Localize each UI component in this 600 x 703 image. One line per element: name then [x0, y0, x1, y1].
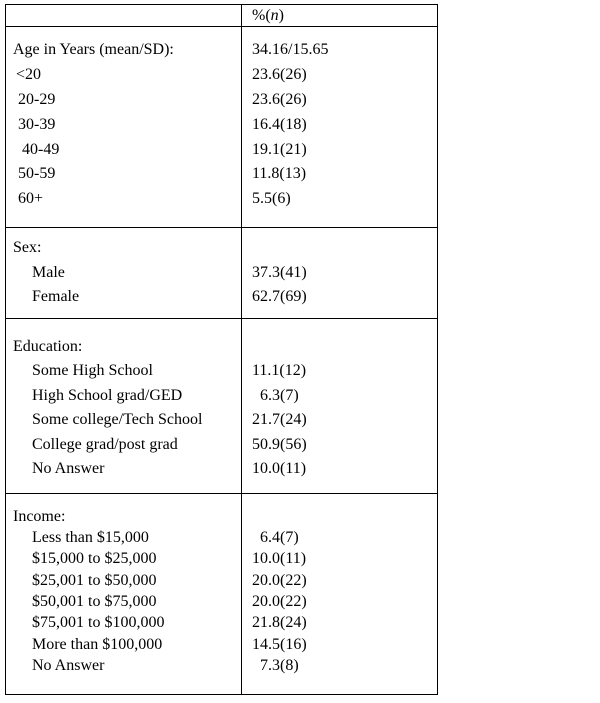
row-label: Some High School: [32, 362, 153, 379]
row-label: Some college/Tech School: [32, 411, 203, 428]
row-value: 23.6(26): [252, 66, 307, 83]
section-title-age: Age in Years (mean/SD):: [13, 41, 174, 58]
row-value: 20.0(22): [252, 572, 307, 589]
row-label: $25,001 to $50,000: [32, 572, 157, 589]
row-label: 20-29: [18, 91, 56, 108]
section-title-income: Income:: [13, 508, 66, 525]
row-value: 7.3(8): [260, 657, 299, 674]
column-header-percent-n: %(n): [252, 7, 284, 24]
row-value: 16.4(18): [252, 116, 307, 133]
row-value: 6.3(7): [260, 387, 299, 404]
row-label: $50,001 to $75,000: [32, 593, 157, 610]
row-value: 23.6(26): [252, 91, 307, 108]
table-border-right: [437, 4, 438, 695]
row-value: 21.7(24): [252, 411, 307, 428]
section-divider-3: [5, 493, 438, 494]
table-border-left: [5, 4, 6, 695]
section-divider-2: [5, 318, 438, 319]
row-value: 50.9(56): [252, 436, 307, 453]
row-label: Male: [32, 264, 65, 281]
row-label: 40-49: [22, 141, 60, 158]
row-value: 10.0(11): [252, 460, 307, 477]
row-value: 20.0(22): [252, 593, 307, 610]
row-value: 19.1(21): [252, 141, 307, 158]
row-label: More than $100,000: [32, 636, 163, 653]
row-label: <20: [16, 66, 42, 83]
header-divider: [5, 26, 438, 27]
section-title-sex: Sex:: [13, 239, 42, 256]
row-label: Less than $15,000: [32, 529, 149, 546]
table-border-top: [5, 4, 438, 5]
row-value: 11.8(13): [252, 165, 307, 182]
row-value: 21.8(24): [252, 614, 307, 631]
demographics-table: [5, 4, 438, 694]
age-mean-sd-value: 34.16/15.65: [252, 41, 329, 58]
row-value: 37.3(41): [252, 264, 307, 281]
row-value: 62.7(69): [252, 288, 307, 305]
row-label: 60+: [18, 190, 44, 207]
row-value: 6.4(7): [260, 529, 299, 546]
row-label: 50-59: [18, 165, 56, 182]
section-title-education: Education:: [13, 338, 83, 355]
column-divider: [241, 4, 242, 695]
row-value: 5.5(6): [252, 190, 291, 207]
row-label: $15,000 to $25,000: [32, 550, 157, 567]
row-value: 14.5(16): [252, 636, 307, 653]
row-value: 11.1(12): [252, 362, 307, 379]
row-label: $75,001 to $100,000: [32, 614, 165, 631]
row-label: No Answer: [32, 460, 105, 477]
section-divider-1: [5, 227, 438, 228]
row-label: College grad/post grad: [32, 436, 178, 453]
row-label: 30-39: [18, 116, 56, 133]
row-value: 10.0(11): [252, 550, 307, 567]
row-label: No Answer: [32, 657, 105, 674]
table-border-bottom: [5, 694, 438, 695]
row-label: High School grad/GED: [32, 387, 183, 404]
row-label: Female: [32, 288, 80, 305]
